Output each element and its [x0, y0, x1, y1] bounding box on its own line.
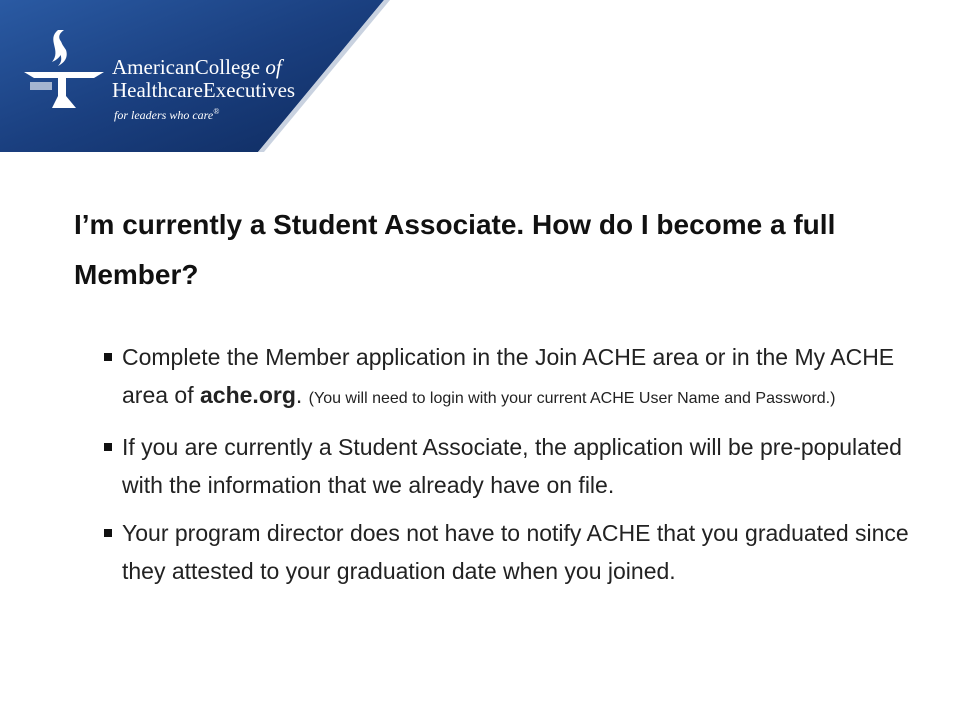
bullet-item — [104, 428, 924, 504]
square-bullet-icon — [104, 443, 112, 451]
slide-title: I’m currently a Student Associate. How do I become a full Member? — [74, 209, 836, 290]
org-name — [112, 56, 295, 102]
tagline-text: for leaders who care — [114, 108, 214, 122]
org-name-of: of — [265, 55, 282, 79]
bullet-item — [104, 514, 924, 590]
square-bullet-icon — [104, 529, 112, 537]
registered-mark: ® — [213, 107, 220, 116]
tagline — [114, 107, 219, 123]
bullet-text: Your program director does not have to notify ACHE that you graduated since they attested to your graduation date when you joined. — [122, 520, 909, 584]
login-note: (You will need to login with your current ACHE User Name and Password.) — [308, 390, 836, 407]
bullet-list — [104, 338, 924, 600]
bullet-text: Complete the Member application in the Join ACHE area or in the My ACHE area of — [122, 344, 895, 408]
bullet-item — [104, 338, 924, 418]
org-name-line2: HealthcareExecutives — [112, 78, 296, 102]
website-name: ache.org — [200, 382, 296, 408]
bullet-text-period: . — [295, 382, 309, 408]
bullet-text: If you are currently a Student Associate, the application will be pre-populated with the information that we already have on file. — [122, 434, 902, 498]
square-bullet-icon — [104, 353, 112, 361]
org-name-line1: AmericanCollege — [112, 55, 266, 79]
